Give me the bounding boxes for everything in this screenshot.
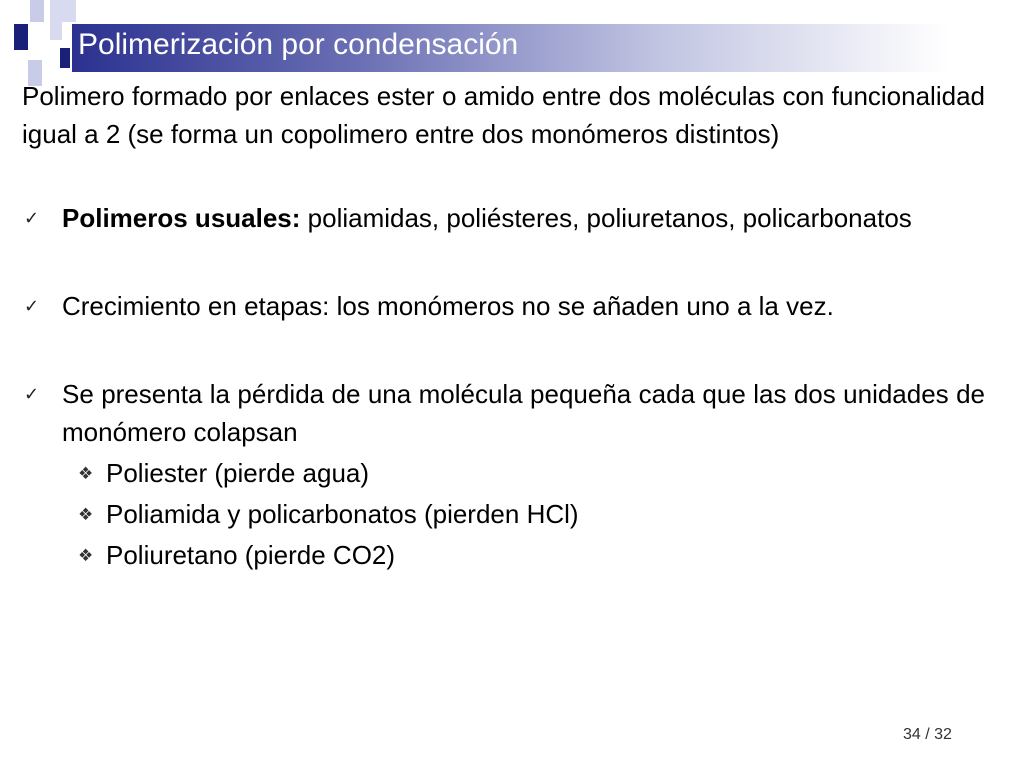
sub-bullet-polyamide <box>22 494 985 535</box>
bullet-usual-polymers <box>22 199 985 237</box>
sub-bullet-polyurethane <box>22 535 985 576</box>
spacer <box>22 237 985 287</box>
sub-bullet-text: Poliuretano (pierde CO2) <box>106 540 396 570</box>
slide-body <box>22 77 985 576</box>
sub-bullet-text: Poliester (pierde agua) <box>106 458 370 488</box>
diamond-bullet-icon: ❖ <box>78 464 94 483</box>
checkmark-icon: ✓ <box>24 208 40 228</box>
bullet-small-molecule-loss <box>22 375 985 451</box>
bullet-text: poliamidas, poliésteres, poliuretanos, policarbonatos <box>300 203 912 233</box>
diamond-bullet-icon: ❖ <box>78 505 94 524</box>
decor-square <box>60 48 70 68</box>
sub-bullet-text: Poliamida y policarbonatos (pierden HCl) <box>106 499 579 529</box>
slide-title: Polimerización por condensación <box>78 28 519 61</box>
spacer <box>22 325 985 375</box>
decor-square <box>62 0 76 22</box>
checkmark-icon: ✓ <box>24 296 40 316</box>
decor-square <box>14 24 28 50</box>
spacer <box>22 153 985 199</box>
bullet-lead: Polimeros usuales: <box>62 203 301 233</box>
bullet-text: Se presenta la pérdida de una molécula pequeña cada que las dos unidades de monómero colapsan <box>62 379 985 447</box>
sub-bullet-polyester <box>22 453 985 494</box>
decor-square <box>30 0 44 22</box>
checkmark-icon: ✓ <box>24 384 40 404</box>
bullet-text: Crecimiento en etapas: los monómeros no se añaden uno a la vez. <box>62 291 834 321</box>
intro-paragraph: Polimero formado por enlaces ester o amido entre dos moléculas con funcionalidad igual a 2 (se forma un copolimero entre dos monómeros distintos) <box>22 81 985 149</box>
decor-square <box>50 0 62 40</box>
bullet-step-growth <box>22 287 985 325</box>
diamond-bullet-icon: ❖ <box>78 546 94 565</box>
page-number: 34 / 32 <box>903 726 952 743</box>
